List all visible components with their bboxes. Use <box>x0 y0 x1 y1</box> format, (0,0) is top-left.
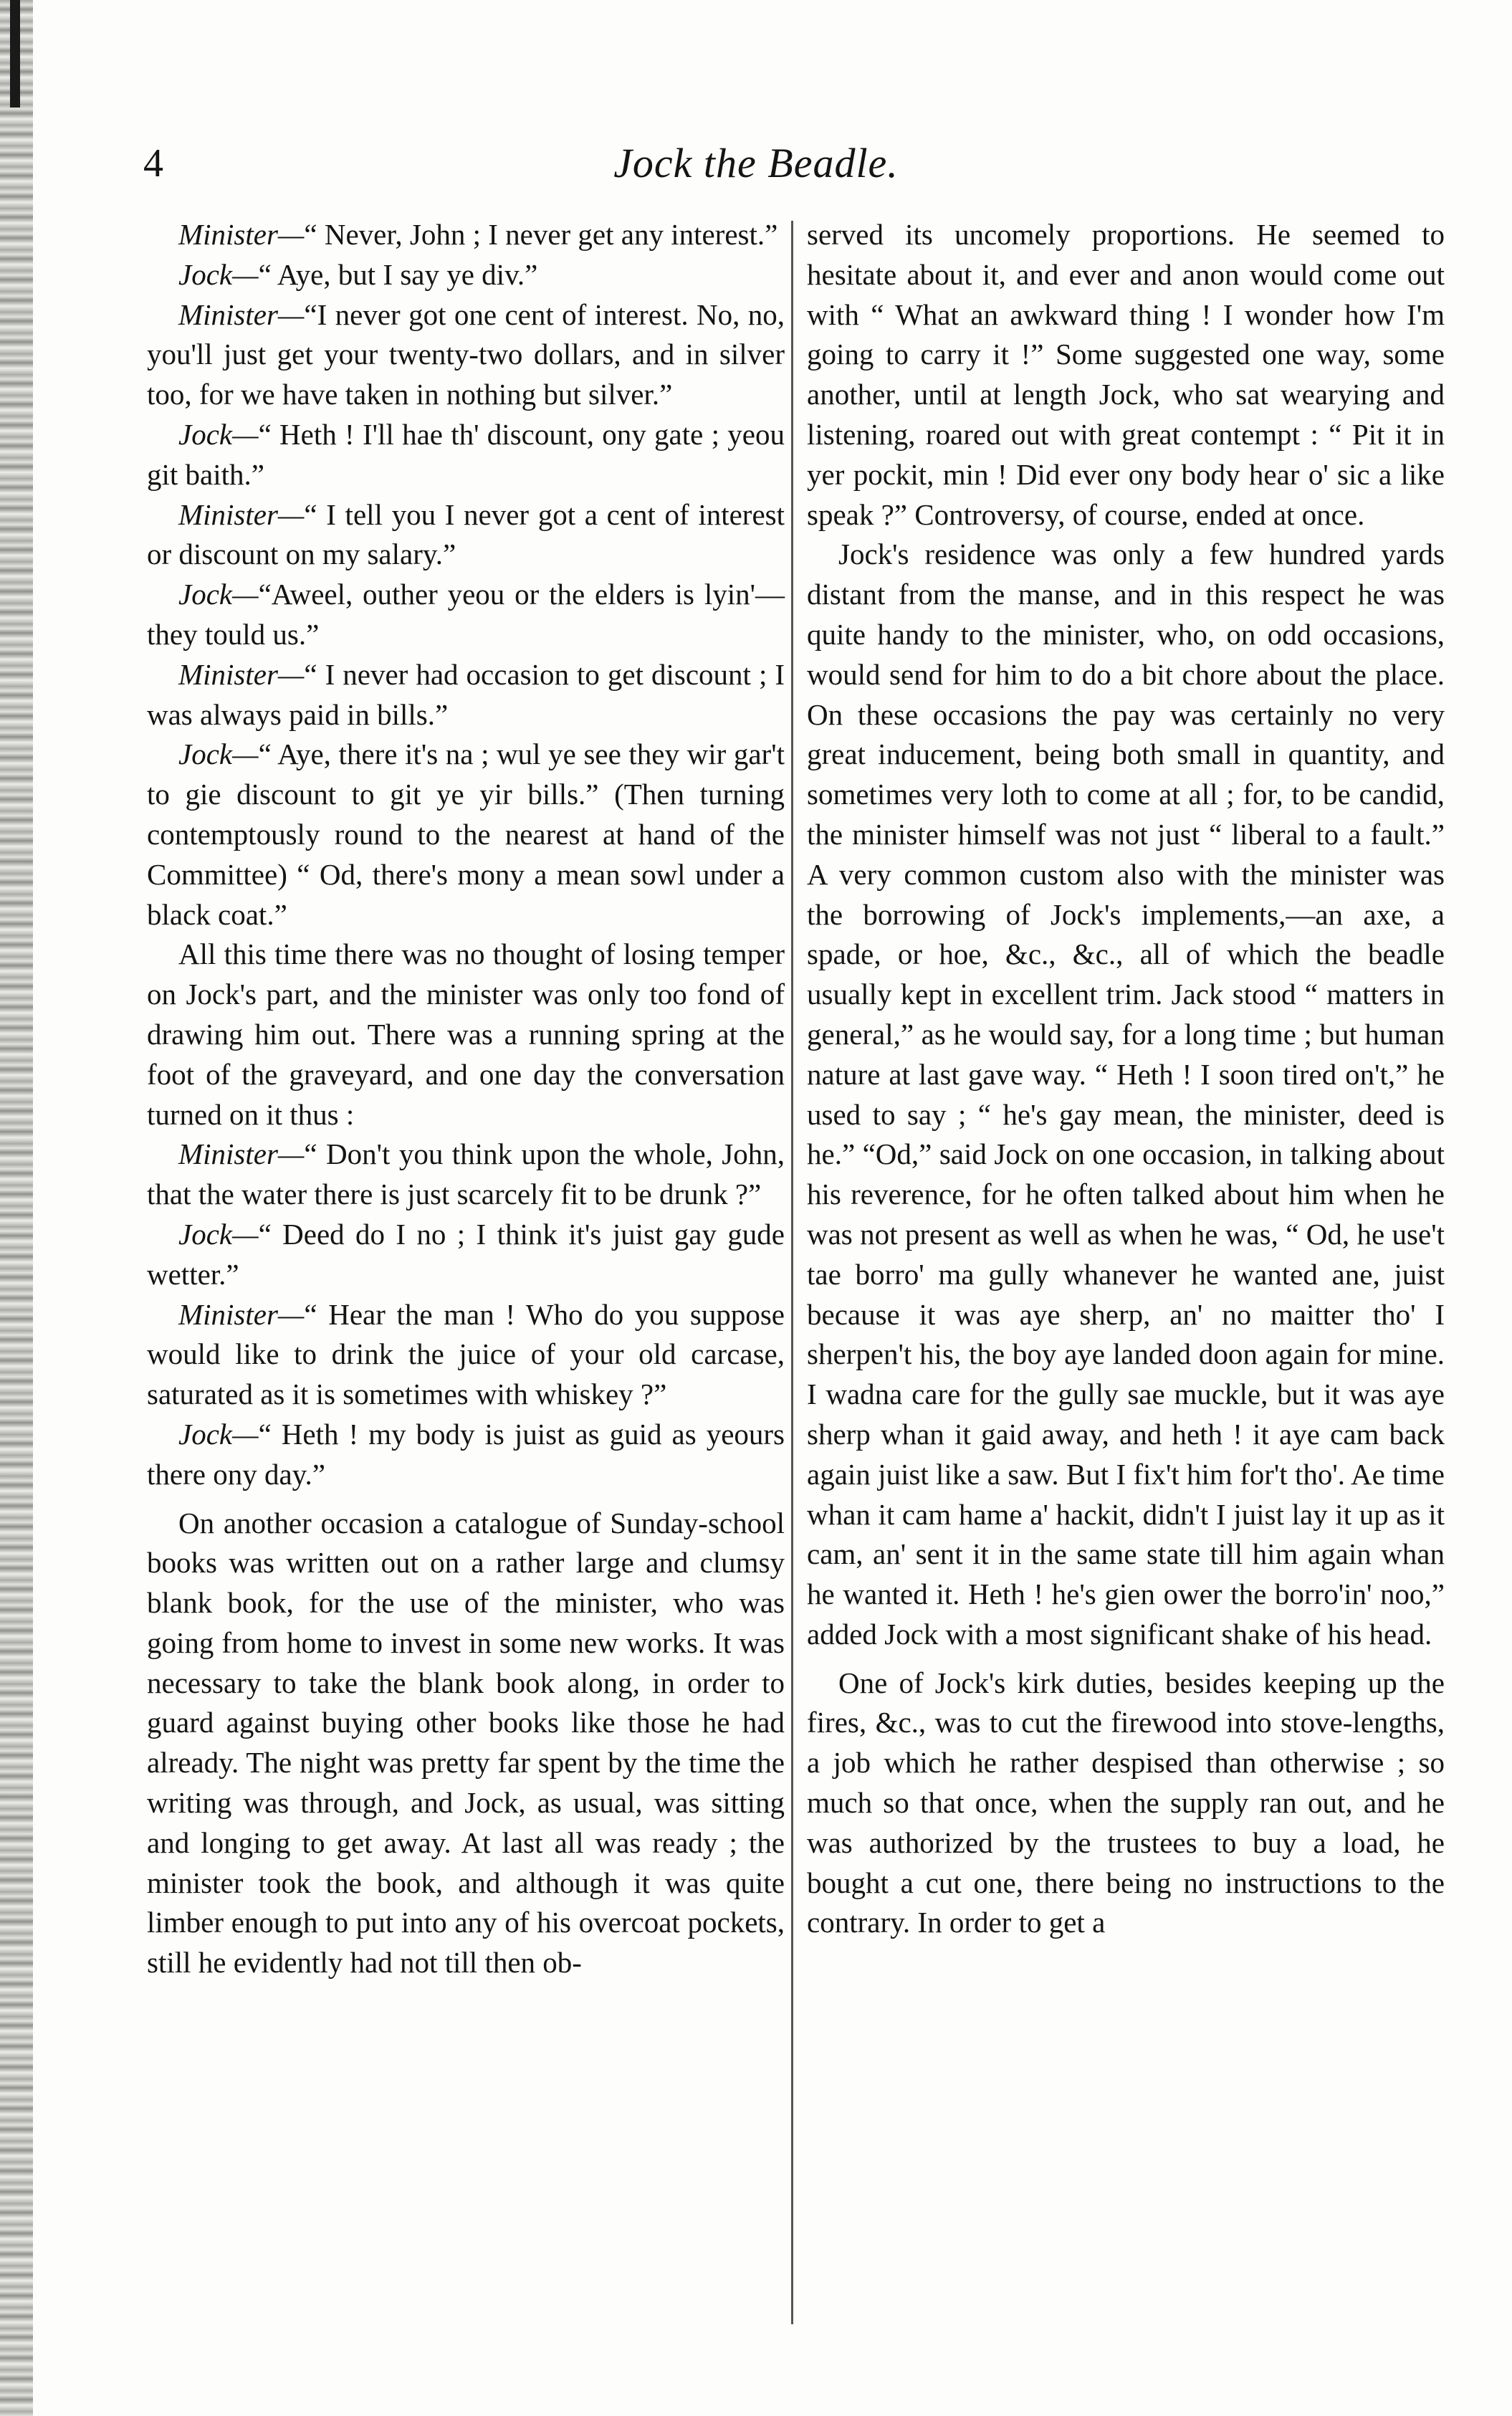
page-number: 4 <box>143 141 163 186</box>
speaker-label: Minister— <box>178 497 305 531</box>
speaker-label: Jock— <box>178 737 259 771</box>
narrative-paragraph: One of Jock's kirk duties, besides keeping up the fires, &c., was to cut the firewood into stove-lengths, a job which he rather despised than otherwise ; so much so that once, when the supply ran out, and he was authorized by the trustees to buy a load, he bought a cut one, there being no instructions to the contrary. In order to get a <box>807 1666 1445 1939</box>
speaker-label: Minister— <box>178 1297 305 1331</box>
speaker-label: Minister— <box>178 218 305 251</box>
narrative-paragraph <box>147 935 785 1135</box>
right-column <box>807 215 1445 1943</box>
page-header <box>0 135 1512 192</box>
scanned-page-edge <box>0 0 33 2416</box>
narrative-paragraph: Jock's residence was only a few hundred yards distant from the manse, and in this respect he was quite handy to the minister, who, on odd occasions, would send for him to do a bit chore about the place. On these occasions the pay was certainly no very great inducement, being both small in quantity, and sometimes very loth to come at all ; for, to be candid, the minister himself was not just “ liberal to a fault.” A very common custom also with the minister was the borrowing of Jock's implements,—an axe, a spade, or hoe, &c., &c., all of which the beadle usually kept in excellent trim. Jack stood “ matters in general,” as he would say, for a long time ; but human nature at last gave way. “ Heth ! I soon tired on't,” he used to say ; “ he's gay mean, the minister, deed is he.” “Od,” said Jock on one occasion, in talking about his reverence, for he often talked about him when he was not present as well as when he was, “ Od, he use't tae borro' ma gully whanever he wanted ane, juist because it was aye sherp, an' no maitter tho' I sherpen't his, the boy aye landed doon again for mine. I wadna care for the gully sae muckle, but it was aye sherp whan it gaid away, and heth ! it aye cam back again juist like a saw. But I fix't him for't tho'. Ae time whan it cam hame a' hackit, didn't I juist lay it up as it cam, an' sent it in the same state till him again whan he wanted it. Heth ! he's gien ower the borro'in' noo,” added Jock with a most significant shake of his head. <box>807 538 1445 1651</box>
speaker-label: Jock— <box>178 578 259 611</box>
column-divider <box>791 221 793 2324</box>
dialogue-line <box>147 215 785 255</box>
line-text: “ Deed do I no ; I think it's juist gay gude wetter.” <box>147 1217 785 1291</box>
line-text: “ Heth ! I'll hae th' discount, ony gate ; yeou git baith.” <box>147 417 785 491</box>
speaker-label: Minister— <box>178 1137 305 1171</box>
dialogue-line <box>147 735 785 935</box>
line-text: “ Aye, there it's na ; wul ye see they wir gar't to gie discount to git ye yir bills.” (Then turning contemptously round to the nearest at hand of the Committee) “ Od, there's mony a mean sowl under a black coat.” <box>147 737 785 931</box>
dialogue-line <box>147 1215 785 1295</box>
line-text: “ I never had occasion to get discount ; I was always paid in bills.” <box>147 657 785 731</box>
dialogue-line <box>147 575 785 655</box>
narrative-paragraph: served its uncomely proportions. He seemed to hesitate about it, and ever and anon would come out with “ What an awkward thing ! I wonder how I'm going to carry it !” Some suggested one way, some another, until at length Jock, who sat wearying and listening, roared out with great contempt : “ Pit it in yer pockit, min ! Did ever ony body hear o' sic a like speak ?” Controversy, of course, ended at once. <box>807 218 1445 531</box>
line-text: “ Aye, but I say ye div.” <box>258 257 538 291</box>
speaker-label: Jock— <box>178 1217 259 1251</box>
line-text: “ I tell you I never got a cent of interest or discount on my salary.” <box>147 497 785 571</box>
line-text: “ Never, John ; I never get any interest.” <box>304 218 778 251</box>
speaker-label: Jock— <box>178 1417 259 1451</box>
dialogue-line <box>147 255 785 295</box>
binding-mark <box>10 0 20 108</box>
line-text: “ Hear the man ! Who do you suppose would like to drink the juice of your old carcase, saturated as it is sometimes with whiskey ?” <box>147 1297 785 1411</box>
dialogue-line <box>147 655 785 735</box>
speaker-label: Minister— <box>178 657 305 691</box>
running-title: Jock the Beadle. <box>613 140 899 186</box>
paragraph-text: On another occasion a catalogue of Sunday-school books was written out on a rather large and clumsy blank book, for the use of the minister, who was going from home to invest in some new works. It was necessary to take the blank book along, in order to guard against buying other books like those he had already. The night was pretty far spent by the time the writing was through, and Jock, as usual, was sitting and longing to get away. At last all was ready ; the minister took the book, and although it was quite limber enough to put into any of his overcoat pockets, still he evidently had not till then ob- <box>147 1506 785 1980</box>
dialogue-line <box>147 1295 785 1415</box>
line-text: “ Don't you think upon the whole, John, that the water there is just scarcely fit to be drunk ?” <box>147 1137 785 1211</box>
line-text: “I never got one cent of interest. No, no, you'll just get your twenty-two dollars, and in silver too, for we have taken in nothing but silver.” <box>147 297 785 411</box>
dialogue-line <box>147 415 785 495</box>
dialogue-line <box>147 1135 785 1215</box>
dialogue-line <box>147 1415 785 1495</box>
left-column <box>147 215 785 1983</box>
narrative-paragraph <box>147 1504 785 1984</box>
speaker-label: Jock— <box>178 257 259 291</box>
dialogue-line <box>147 495 785 576</box>
paragraph-text: All this time there was no thought of losing temper on Jock's part, and the minister was only too fond of drawing him out. There was a running spring at the foot of the graveyard, and one day the conversation turned on it thus : <box>147 937 785 1131</box>
line-text: “ Heth ! my body is juist as guid as yeours there ony day.” <box>147 1417 785 1491</box>
line-text: “Aweel, outher yeou or the elders is lyin'—they tould us.” <box>147 578 785 651</box>
speaker-label: Jock— <box>178 417 259 451</box>
speaker-label: Minister— <box>178 297 305 331</box>
dialogue-line <box>147 295 785 415</box>
